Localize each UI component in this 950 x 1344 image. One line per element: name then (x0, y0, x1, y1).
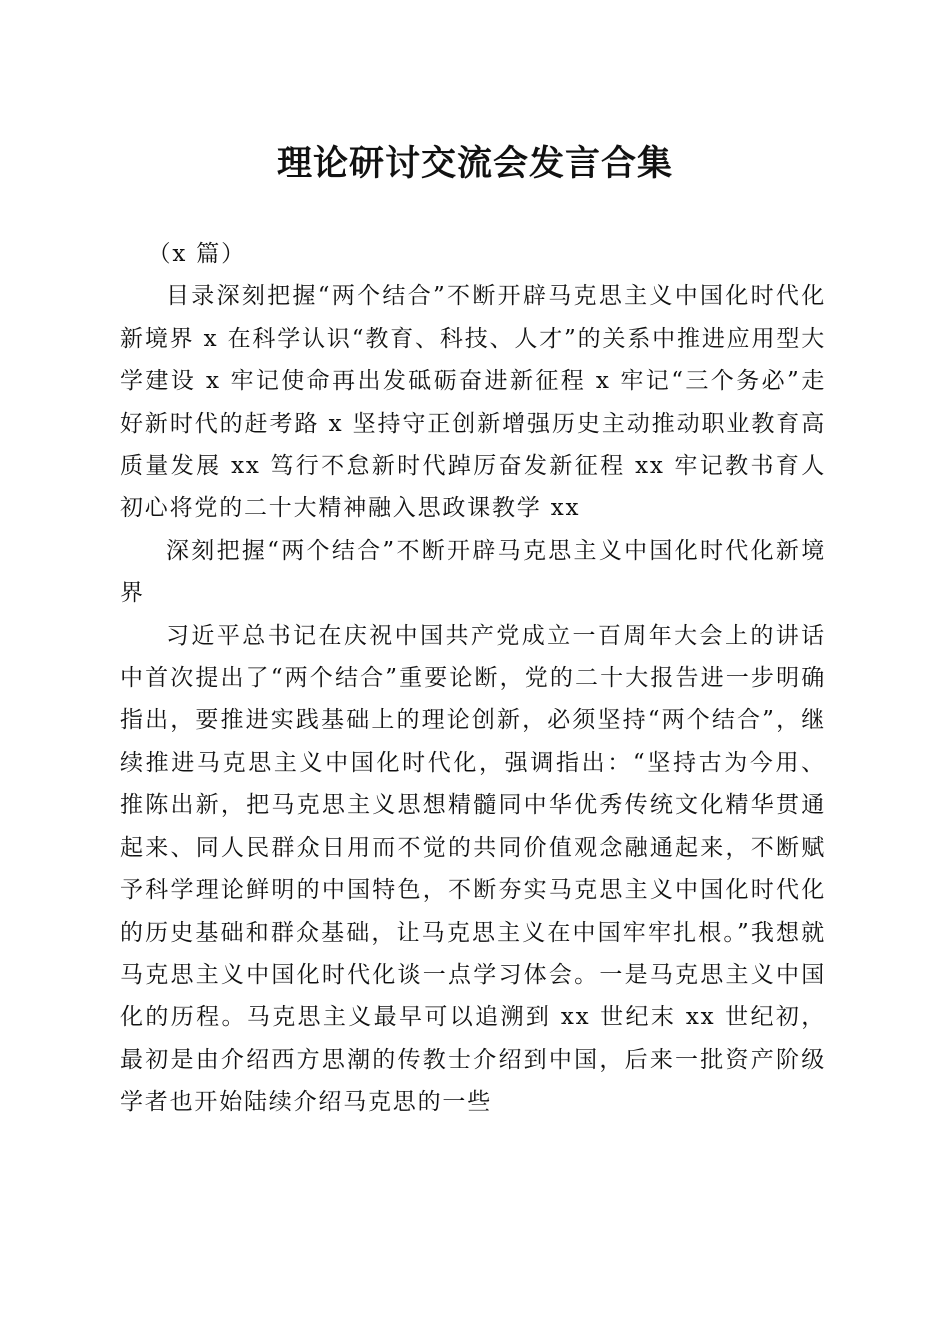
article-count-note: （x 篇） (147, 241, 246, 267)
document-title: 理论研讨交流会发言合集 (276, 143, 673, 184)
table-of-contents-paragraph: 目录深刻把握“两个结合”不断开辟马克思主义中国化时代化新境界 x 在科学认识“教育、科技、人才”的关系中推进应用型大学建设 x 牢记使命再出发砥砺奋进新征程 x 牢记“三个务必”走好新时代的赶考路 x 坚持守正创新增强历史主动推动职业教育高质量发展 xx 笃行不怠新时代踔厉奋发新征程 xx 牢记教书育人初心将党的二十大精神融入思政课教学 xx (120, 283, 826, 522)
section-heading: 深刻把握“两个结合”不断开辟马克思主义中国化时代化新境界 (120, 537, 826, 607)
document-body (120, 233, 826, 1124)
body-paragraph: 习近平总书记在庆祝中国共产党成立一百周年大会上的讲话中首次提出了“两个结合”重要论断，党的二十大报告进一步明确指出，要推进实践基础上的理论创新，必须坚持“两个结合”，继续推进马克思主义中国化时代化，强调指出：“坚持古为今用、推陈出新，把马克思主义思想精髓同中华优秀传统文化精华贯通起来、同人民群众日用而不觉的共同价值观念融通起来，不断赋予科学理论鲜明的中国特色，不断夯实马克思主义中国化时代化的历史基础和群众基础，让马克思主义在中国牢牢扎根。”我想就马克思主义中国化时代化谈一点学习体会。一是马克思主义中国化的历程。马克思主义最早可以追溯到 xx 世纪末 xx 世纪初，最初是由介绍西方思潮的传教士介绍到中国，后来一批资产阶级学者也开始陆续介绍马克思的一些 (120, 622, 826, 1116)
